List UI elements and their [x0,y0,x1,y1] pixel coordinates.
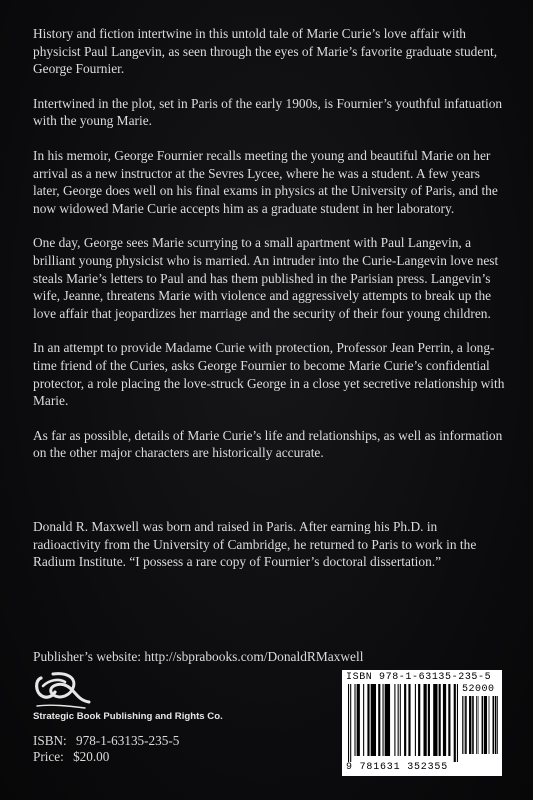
barcode-bar [484,696,487,754]
price-line [33,749,109,765]
barcode-bar [423,684,426,756]
barcode-bar [433,684,437,756]
barcode-bar [462,696,463,754]
barcode-bar [443,684,446,756]
barcode-bar [367,684,369,756]
publisher-logo [33,670,243,728]
author-bio-text: Donald R. Maxwell was born and raised in Paris. After earning his Ph.D. in radioactivity from the University of Cambridge, he returned to Paris to work in the Radium Institute. “I possess a rare copy of Fournier’s doctoral dissertation.” [33,519,477,570]
barcode-bar [350,684,351,762]
barcode-bar [354,684,355,756]
publisher-website [33,648,363,665]
barcode-bar [493,696,495,754]
blurb-paragraph: As far as possible, details of Marie Curie’s life and relationships, as well as information on the other major characters are historically accurate. [33,427,503,461]
price-value: $20.00 [73,749,110,764]
book-blurb [33,25,508,479]
publisher-website-link[interactable]: http://sbprabooks.com/DonaldRMaxwell [144,649,364,664]
isbn-line [33,733,179,749]
barcode-bar [398,684,399,756]
isbn-value: 978-1-63135-235-5 [76,733,180,748]
blurb-paragraph: Intertwined in the plot, set in Paris of the early 1900s, is Fournier’s youthful infatuation with the young Marie. [33,95,503,129]
barcode-bar [465,696,467,754]
barcode-bar [482,696,484,754]
barcode-bar [464,696,465,754]
blurb-paragraph: One day, George sees Marie scurrying to a small apartment with Paul Langevin, a brilliant young physicist who is married. An intruder into the Curie-Langevin love nest steals Marie’s letters to Paul and has them published in the Parisian press. Langevin’s wife, Jeanne, threatens Marie with violence and aggressively attempts to break up the love affair that jeopardizes her marriage and the security of their four young children. [33,235,499,321]
barcode-bar [478,696,479,754]
barcode-bar [383,684,384,756]
barcode-bar [394,684,395,756]
barcode-bar [489,696,490,754]
barcode-digits: 9 781631 352355 [346,762,449,773]
barcode-bar [428,684,430,756]
barcode-bar [457,684,458,762]
barcode-bar [363,684,364,756]
barcode-main-bars [348,684,458,762]
blurb-paragraph: History and fiction intertwine in this untold tale of Marie Curie’s love affair with physicist Paul Langevin, as seen through the eyes of Marie’s favorite graduate student, George Fournier. [33,26,498,77]
barcode-bar [415,684,416,756]
barcode-bar [495,696,497,754]
barcode-bar [497,696,498,754]
author-bio [33,518,508,571]
publisher-website-label: Publisher’s website: [33,649,141,664]
blurb-paragraph: In his memoir, George Fournier recalls meeting the young and beautiful Marie on her arrival as a new instructor at the Sevres Lycee, where he was a student. A few years later, George does well on his final exams in physics at the University of Paris, and the now widowed Marie Curie accepts him as a graduate student in her laboratory. [33,147,498,216]
barcode-bar [472,696,474,754]
barcode-bar [385,684,390,756]
barcode [342,670,502,776]
price-label: Price: [33,749,64,764]
barcode-bar [404,684,406,756]
publisher-name: Strategic Book Publishing and Rights Co. [33,711,223,722]
barcode-bar [400,684,401,756]
barcode-bar [439,684,441,756]
barcode-bar [454,684,456,762]
barcode-bar [357,684,360,756]
barcode-bar [476,696,477,754]
barcode-bar [469,696,471,754]
barcode-isbn-text: ISBN 978-1-63135-235-5 [346,672,492,683]
barcode-addon-digits: 52000 [462,684,495,695]
barcode-bar [408,684,410,756]
barcode-bar [418,684,420,756]
barcode-bar [371,684,376,756]
isbn-label: ISBN: [33,733,67,748]
barcode-bar [448,684,450,756]
barcode-bar [378,684,380,756]
blurb-paragraph: In an attempt to provide Madame Curie with protection, Professor Jean Perrin, a long-time friend of the Curies, asks George Fournier to become Marie Curie’s confidential protector, a role placing the love-struck George in a close yet secretive relationship with Marie. [33,340,505,409]
barcode-addon-bars [462,696,498,760]
sbpra-logo-icon [33,670,93,710]
barcode-bar [348,684,349,762]
